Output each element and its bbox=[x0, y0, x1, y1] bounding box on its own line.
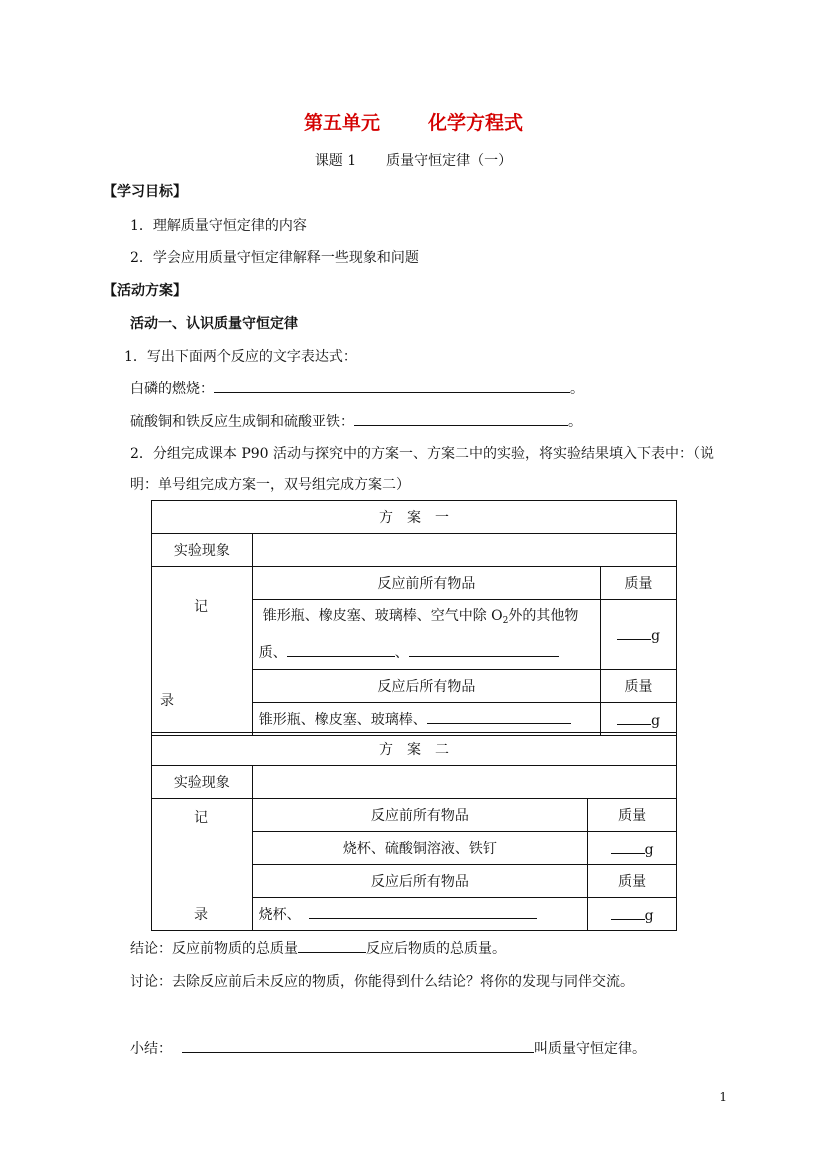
question-1b-label: 硫酸铜和铁反应生成铜和硫酸亚铁： bbox=[130, 414, 354, 430]
s1-after-mass-blank[interactable] bbox=[617, 710, 651, 725]
phenomenon-label: 实验现象 bbox=[152, 534, 253, 567]
mass-header-1b: 质量 bbox=[601, 670, 677, 703]
page-number: 1 bbox=[719, 1090, 727, 1104]
lesson-number: 课题 1 bbox=[314, 153, 357, 169]
before-header-1: 反应前所有物品 bbox=[252, 567, 600, 600]
unit-title bbox=[0, 108, 827, 135]
mass-header-1: 质量 bbox=[601, 567, 677, 600]
s1-before-blank-2[interactable] bbox=[409, 642, 559, 657]
objective-item-1: 1．理解质量守恒定律的内容 bbox=[130, 218, 307, 234]
s1-before-blank-1[interactable] bbox=[287, 642, 395, 657]
period-mark: 。 bbox=[570, 381, 584, 397]
answer-blank-1a[interactable] bbox=[214, 378, 570, 393]
s1-after-items: 锥形瓶、橡皮塞、玻璃棒、 bbox=[252, 703, 600, 736]
s2-after-items: 烧杯、 bbox=[252, 898, 588, 931]
question-1a-label: 白磷的燃烧： bbox=[130, 381, 214, 397]
s1-before-items: 锥形瓶、橡皮塞、玻璃棒、空气中除 $O_2$外的其他物 质、 、 bbox=[252, 600, 600, 670]
record-label-top-2: 记 bbox=[194, 810, 208, 826]
conclusion-blank[interactable] bbox=[298, 938, 366, 953]
answer-blank-1b[interactable] bbox=[354, 411, 568, 426]
s2-after-mass-blank[interactable] bbox=[611, 905, 645, 920]
summary-blank[interactable] bbox=[182, 1038, 534, 1053]
question-1a bbox=[130, 378, 584, 398]
discussion: 讨论：去除反应前后未反应的物质，你能得到什么结论？将你的发现与同伴交流。 bbox=[130, 974, 634, 990]
s2-after-mass: g bbox=[588, 898, 677, 931]
scheme1-table bbox=[151, 500, 677, 736]
s2-after-blank[interactable] bbox=[309, 904, 537, 919]
summary: 小结： 叫质量守恒定律。 bbox=[130, 1038, 646, 1058]
s2-before-mass-blank[interactable] bbox=[611, 839, 645, 854]
phenomenon-label-2: 实验现象 bbox=[152, 766, 253, 799]
activity1-heading: 活动一、认识质量守恒定律 bbox=[130, 316, 298, 332]
plan-heading: 【活动方案】 bbox=[103, 283, 187, 299]
record-label-bottom-2: 录 bbox=[194, 907, 208, 923]
conclusion: 结论：反应前物质的总质量 反应后物质的总质量。 bbox=[130, 938, 506, 958]
record-label-bottom-1: 录 bbox=[160, 693, 174, 709]
s2-before-items: 烧杯、硫酸铜溶液、铁钉 bbox=[252, 832, 588, 865]
s1-before-mass-blank[interactable] bbox=[617, 625, 651, 640]
objectives-heading: 【学习目标】 bbox=[103, 184, 187, 200]
question-2-line2: 明：单号组完成方案一，双号组完成方案二） bbox=[130, 477, 410, 493]
scheme2-table bbox=[151, 732, 677, 931]
scheme2-header: 方 案 二 bbox=[152, 733, 677, 766]
after-header-2: 反应后所有物品 bbox=[252, 865, 588, 898]
unit-title-right: 化学方程式 bbox=[428, 112, 524, 134]
after-header-1: 反应后所有物品 bbox=[252, 670, 600, 703]
lesson-subtitle bbox=[0, 150, 827, 170]
scheme1-header: 方 案 一 bbox=[152, 501, 677, 534]
s1-before-mass: g bbox=[601, 600, 677, 670]
period-mark: 。 bbox=[568, 414, 582, 430]
phenomenon-cell-2[interactable] bbox=[252, 766, 676, 799]
question-1: 1．写出下面两个反应的文字表达式： bbox=[124, 349, 357, 365]
unit-title-left: 第五单元 bbox=[303, 112, 380, 134]
lesson-name: 质量守恒定律（一） bbox=[386, 153, 513, 169]
before-header-2: 反应前所有物品 bbox=[252, 799, 588, 832]
record-label-top-1: 记 bbox=[194, 599, 208, 615]
s2-before-mass: g bbox=[588, 832, 677, 865]
objective-item-2: 2．学会应用质量守恒定律解释一些现象和问题 bbox=[130, 250, 419, 266]
phenomenon-cell-1[interactable] bbox=[252, 534, 676, 567]
question-1b bbox=[130, 411, 582, 431]
s1-after-blank[interactable] bbox=[427, 709, 571, 724]
record-label-cell-1 bbox=[152, 567, 253, 736]
question-2-line1: 2．分组完成课本 P90 活动与探究中的方案一、方案二中的实验，将实验结果填入下表中：（说 bbox=[130, 446, 715, 462]
mass-header-2b: 质量 bbox=[588, 865, 677, 898]
s1-after-mass: g bbox=[601, 703, 677, 736]
mass-header-2: 质量 bbox=[588, 799, 677, 832]
